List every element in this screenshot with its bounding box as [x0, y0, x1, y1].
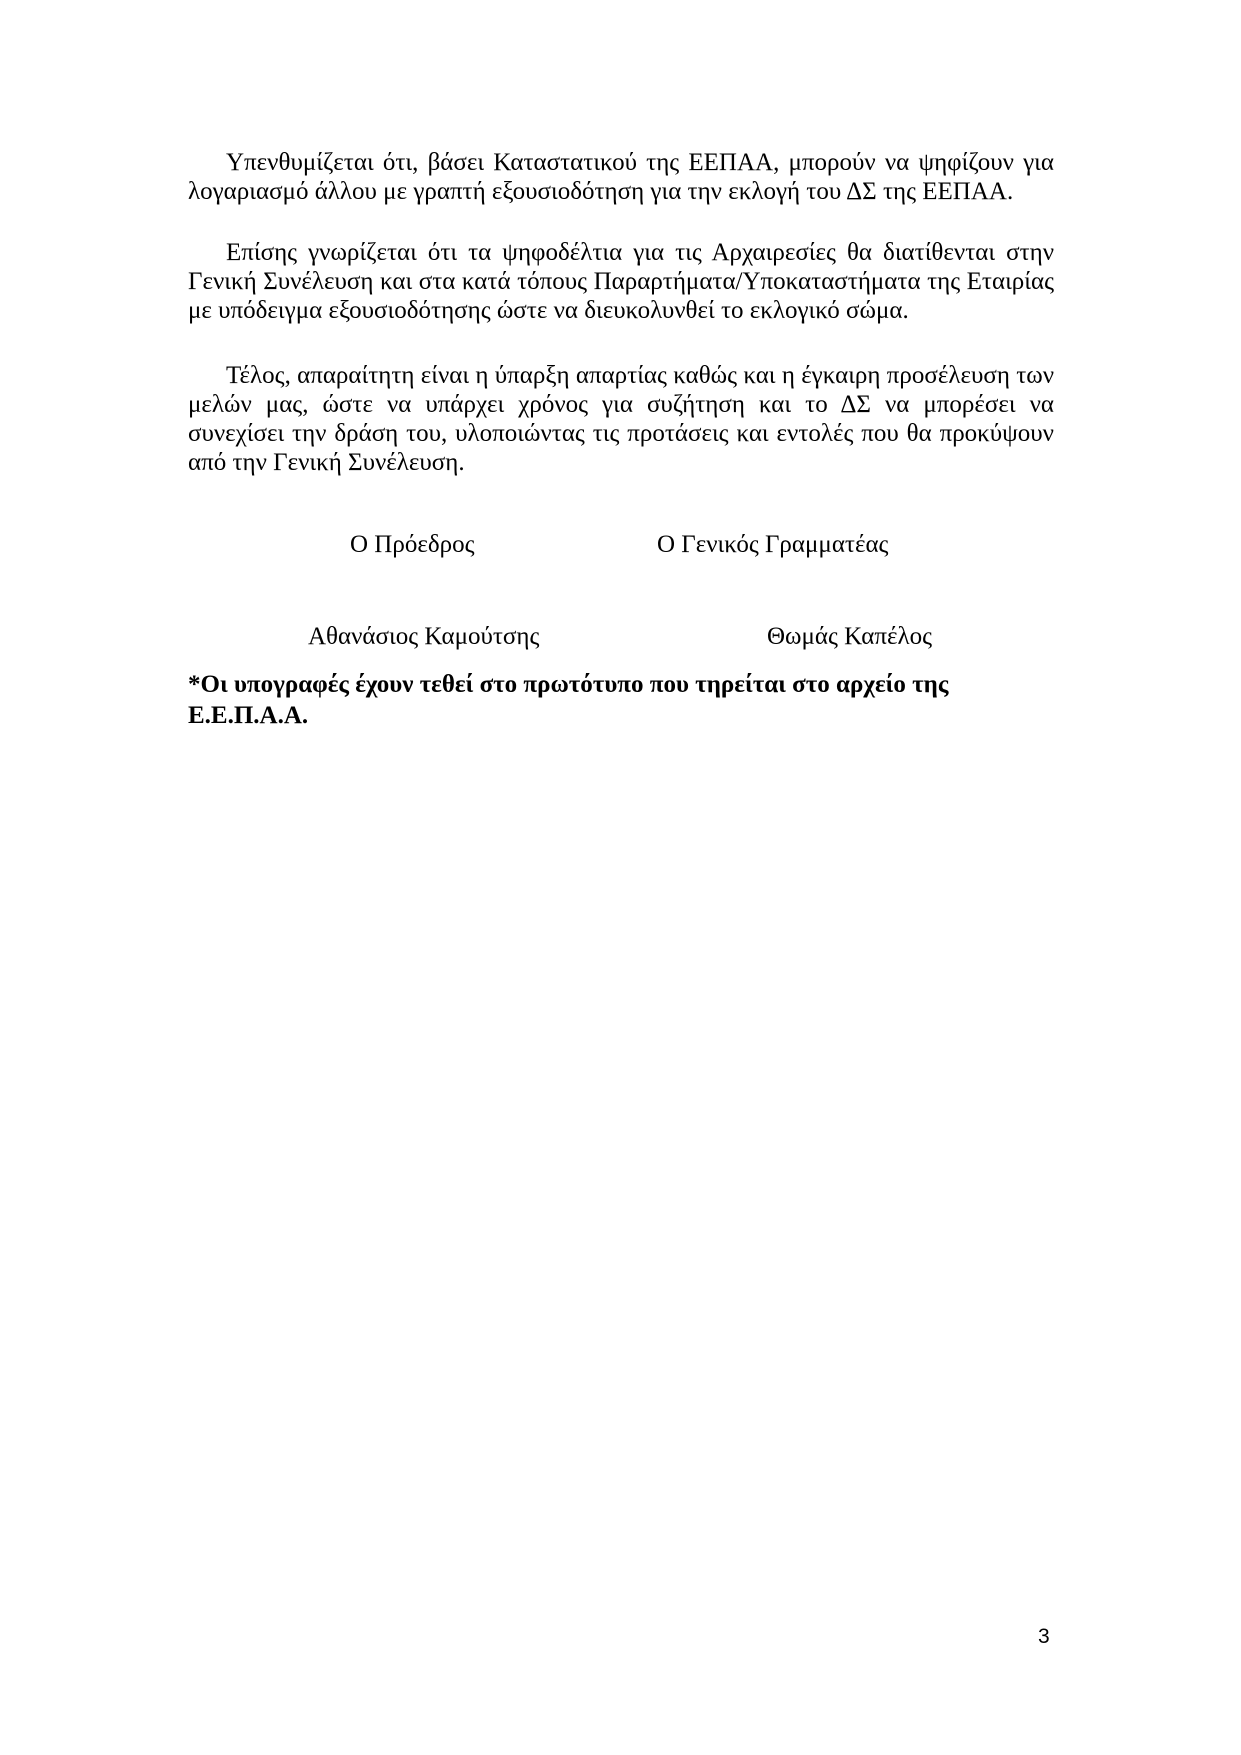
signature-name-secretary: Θωμάς Καπέλος: [767, 623, 933, 650]
paragraph-ballots: Επίσης γνωρίζεται ότι τα ψηφοδέλτια για τις Αρχαιρεσίες θα διατίθενται στην Γενική Συνέλευση και στα κατά τόπους Παραρτήματα/Υποκαταστήματα της Εταιρίας με υπόδειγμα εξουσιοδότησης ώστε να διευκολυνθεί το εκλογικό σώμα.: [188, 239, 1054, 324]
note-line-2: Ε.Ε.Π.Α.Α.: [188, 702, 309, 729]
signatures-archive-note: [188, 669, 1054, 731]
signature-title-secretary: Ο Γενικός Γραμματέας: [657, 531, 889, 558]
signature-block: [188, 477, 1054, 669]
page-number: 3: [1038, 1625, 1050, 1648]
document-content: [188, 0, 1054, 731]
signature-title-president: Ο Πρόεδρος: [350, 531, 475, 558]
paragraph-quorum: Τέλος, απαραίτητη είναι η ύπαρξη απαρτίας καθώς και η έγκαιρη προσέλευση των μελών μας, ώστε να υπάρχει χρόνος για συζήτηση και το ΔΣ να μπορέσει να συνεχίσει την δράση του, υλοποιώντας τις προτάσεις και εντολές που θα προκύψουν από την Γενική Συνέλευση.: [188, 362, 1054, 476]
note-line-1: *Οι υπογραφές έχουν τεθεί στο πρωτότυπο που τηρείται στο αρχείο της: [188, 671, 949, 698]
signature-name-president: Αθανάσιος Καμούτσης: [308, 623, 540, 650]
paragraph-proxy-voting: Υπενθυμίζεται ότι, βάσει Καταστατικού της ΕΕΠΑΑ, μπορούν να ψηφίζουν για λογαριασμό άλλου με γραπτή εξουσιοδότηση για την εκλογή του ΔΣ της ΕΕΠΑΑ.: [188, 149, 1054, 205]
